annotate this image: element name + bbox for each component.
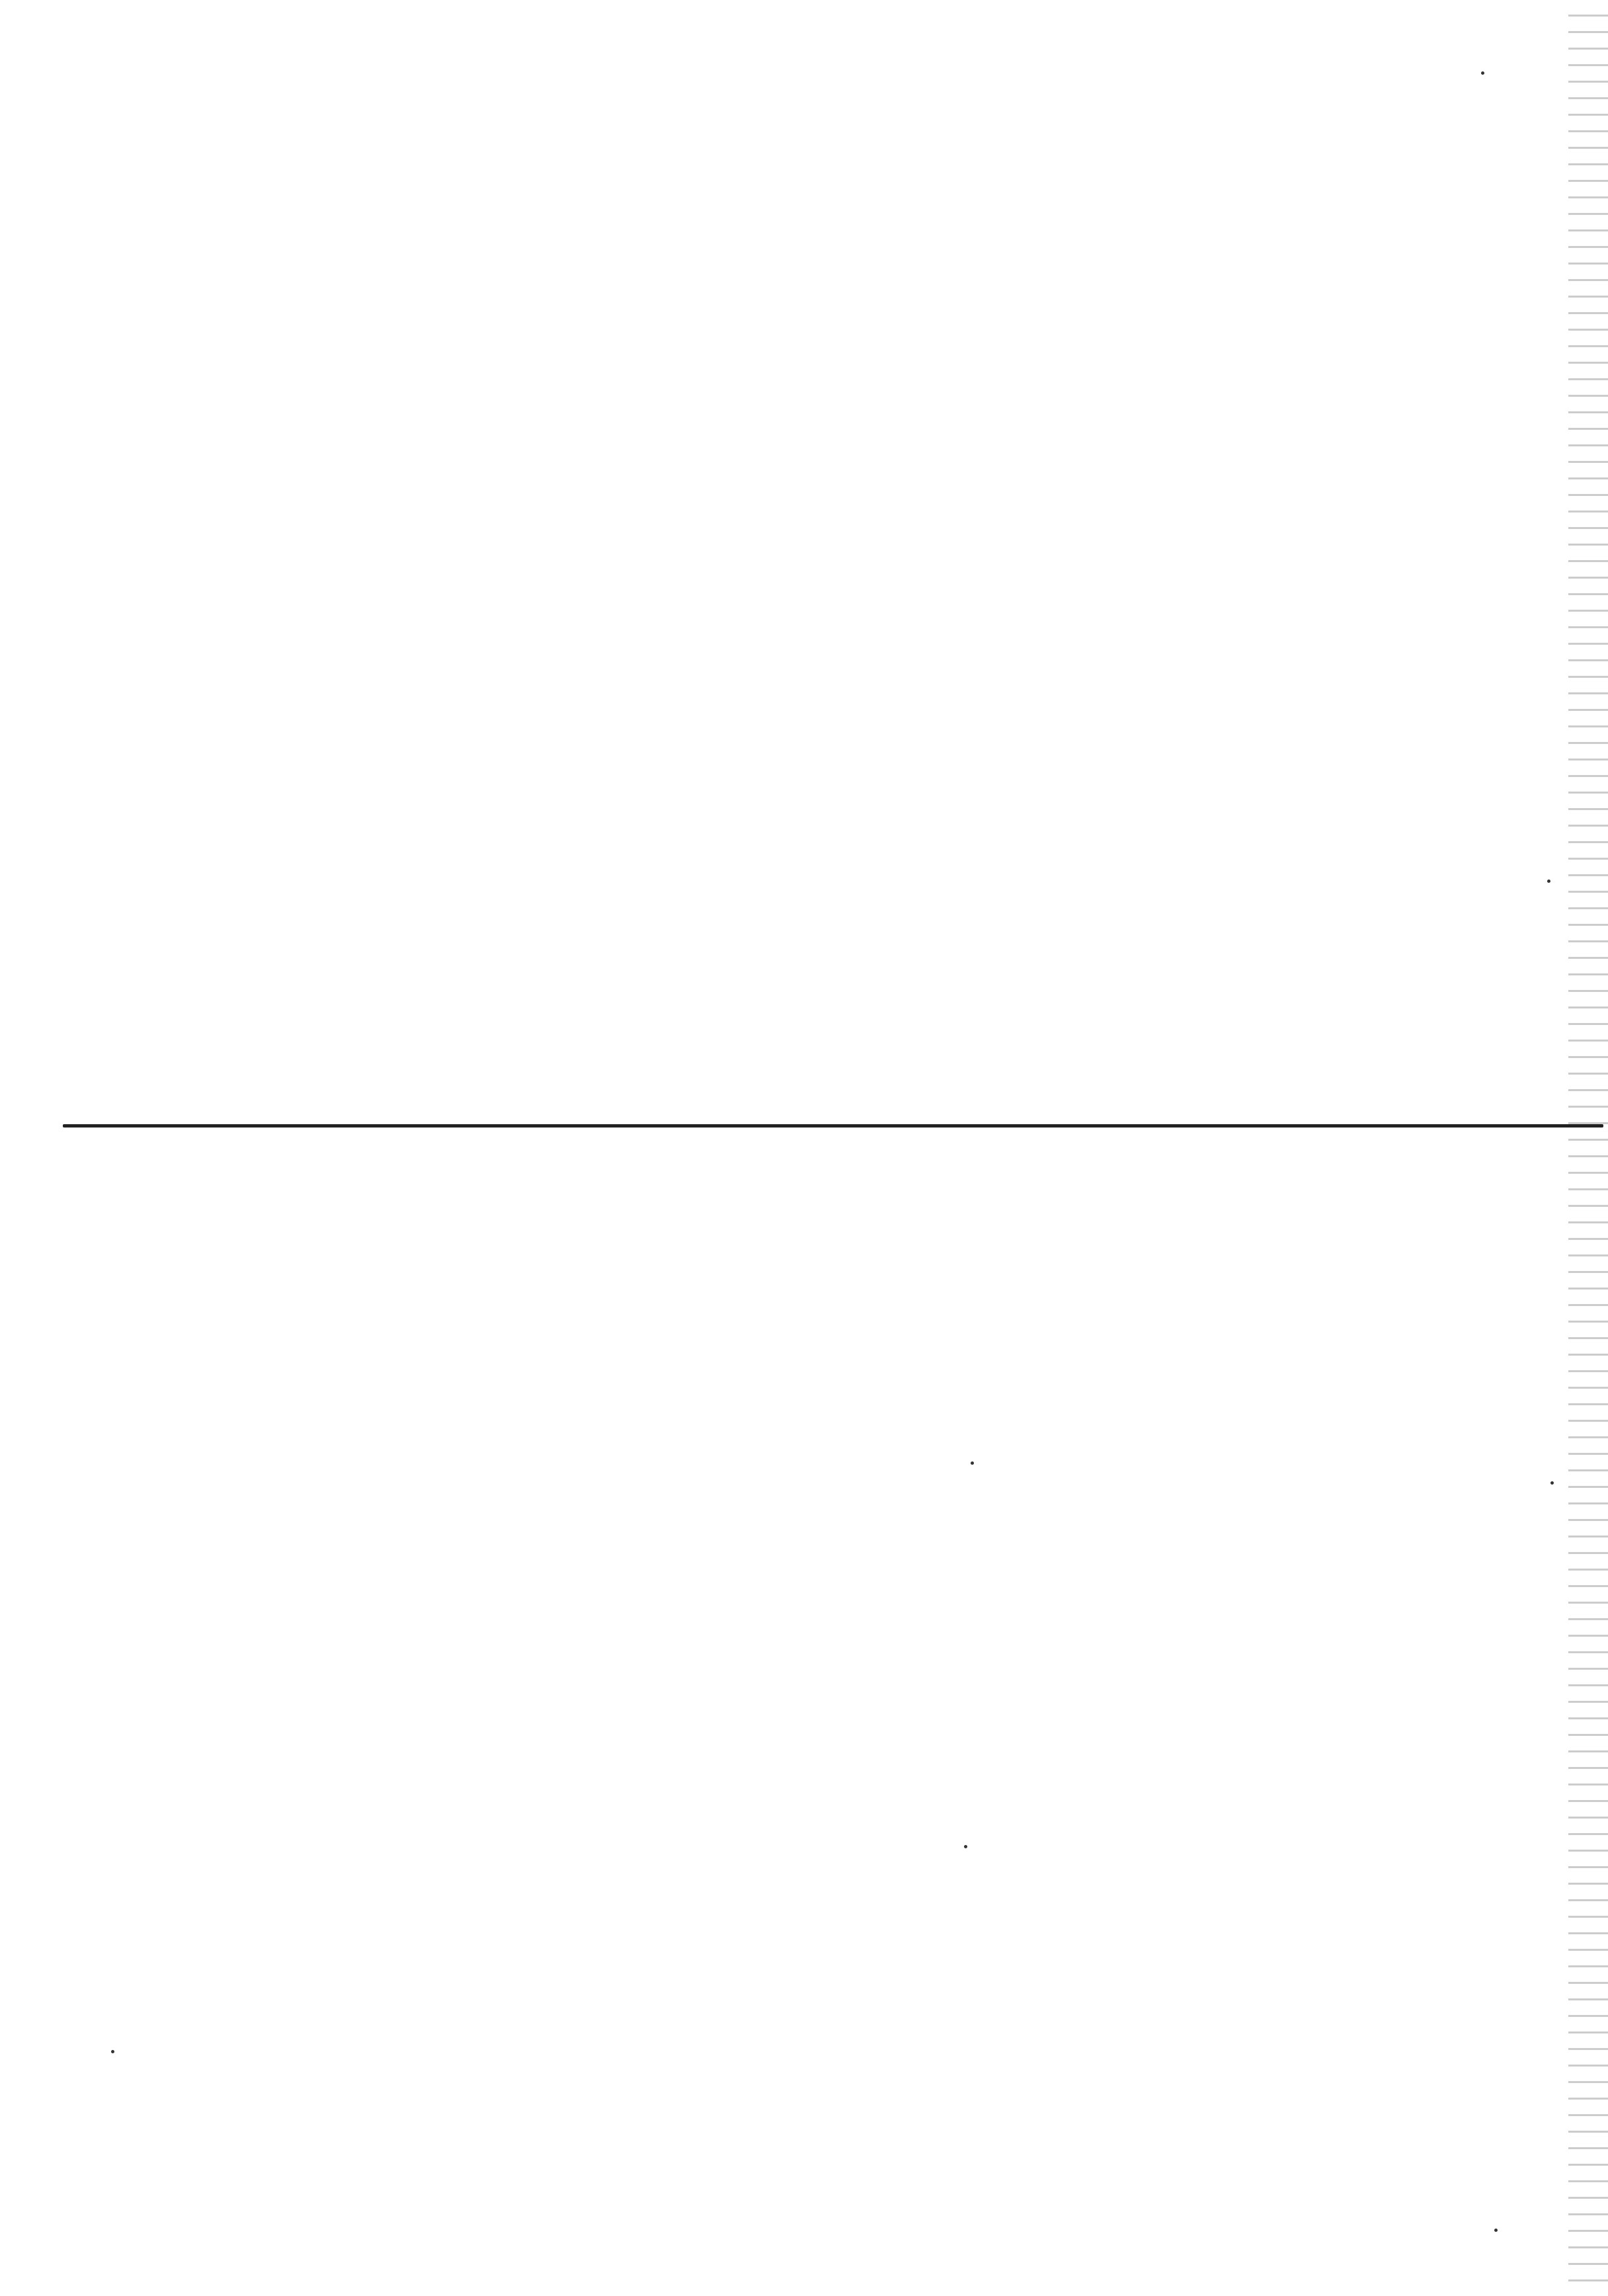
bottom-half-text: [136, 1167, 766, 2198]
section-heading: [421, 1167, 450, 2198]
page-number: [78, 491, 118, 530]
scan-speck: [971, 1461, 974, 1465]
scan-speck: [1550, 1481, 1554, 1485]
page-fold-line: [63, 1124, 1603, 1128]
scan-speck: [1547, 880, 1550, 883]
scan-speck: [111, 2050, 114, 2053]
section-course-of-war: [364, 1167, 565, 2198]
scan-edge-artifact: [1568, 0, 1608, 2296]
scan-speck: [964, 1845, 967, 1848]
scan-speck: [1494, 2229, 1498, 2232]
scan-speck: [1481, 71, 1484, 75]
